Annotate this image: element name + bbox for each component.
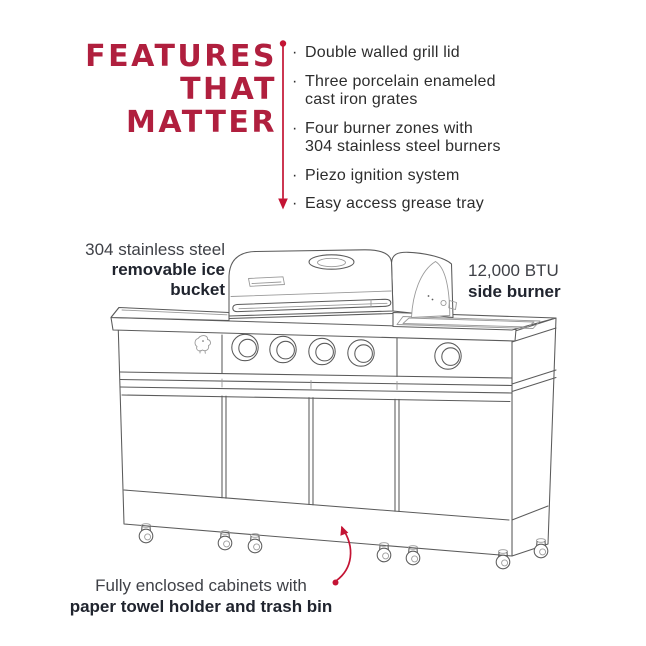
side-burner-callout [468,261,561,302]
feature-item [292,195,584,214]
cabinets-line-bold: paper towel holder and trash bin [69,597,333,616]
island-side-panel [512,318,556,556]
features-arrow-line [278,40,288,209]
ice-bucket-callout [0,240,225,300]
side-burner-line-bold: side burner [468,281,561,301]
cabinets-line: Fully enclosed cabinets with [95,576,307,595]
feature-text: Three porcelain enameled [305,72,496,90]
ice-bucket-line: 304 stainless steel [85,240,225,259]
side-burner-line: 12,000 BTU [468,261,559,280]
bullet-icon: · [292,44,298,61]
feature-text: 304 stainless steel burners [305,138,501,155]
feature-item [292,167,584,186]
ice-bucket-line-bold: removable ice [111,260,225,279]
bullet-icon: · [292,72,298,90]
cabinets-callout [58,575,344,617]
feature-item [292,73,584,110]
feature-list [292,44,584,224]
grill-lid [229,250,457,319]
burner-knob-4 [348,340,374,366]
feature-text: Four burner zones with [305,119,474,137]
bullet-icon: · [292,119,298,137]
bullet-icon: · [292,166,298,184]
feature-text: Double walled grill lid [305,44,460,61]
title-line-2: THAT [180,72,277,107]
side-burner-knob [435,343,461,369]
page-title [0,40,277,139]
caster-wheel [248,534,262,553]
caster-wheel [218,531,232,550]
feature-text: Easy access grease tray [305,195,484,212]
title-line-3: MATTER [126,105,277,140]
burner-knob-1 [232,334,258,360]
feature-item [292,44,584,63]
feature-text: cast iron grates [305,91,418,108]
title-line-1: FEATURES [85,39,277,74]
feature-text: Piezo ignition system [305,166,460,184]
burner-knob-3 [309,338,335,364]
feature-item [292,120,584,157]
ice-bucket-line-bold: bucket [170,280,225,299]
lid-vent [309,255,354,269]
bullet-icon: · [292,195,298,212]
burner-knob-2 [270,336,296,362]
